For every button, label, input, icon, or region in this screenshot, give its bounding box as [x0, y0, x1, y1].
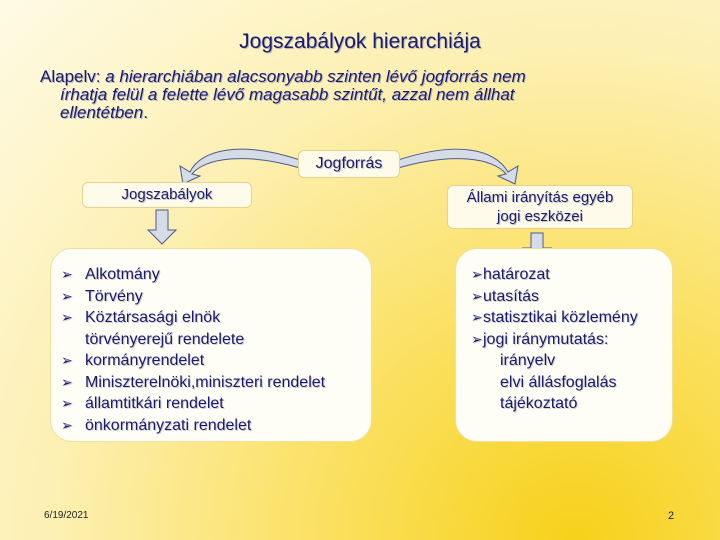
- principle-lead: Alapelv:: [40, 67, 101, 86]
- list-item: [473, 264, 672, 286]
- node-allami-line1: Állami irányítás egyéb: [466, 189, 614, 206]
- list-item: [61, 372, 371, 394]
- node-allami-iranyitas: [447, 185, 633, 229]
- list-item-text: törvényerejű rendelete: [85, 330, 245, 348]
- principle-line3-text: ellentétben: [60, 103, 144, 122]
- down-arrow-left: [148, 210, 176, 244]
- list-item-text: Alkotmány: [85, 266, 160, 283]
- list-item-text: önkormányzati rendelet: [85, 416, 252, 434]
- arrow-bullet-icon: ➢: [61, 416, 73, 433]
- principle-line3-end: .: [143, 103, 148, 122]
- list-item-text: utasítás: [483, 287, 540, 305]
- arrow-bullet-icon: ➢: [61, 395, 73, 411]
- list-item-text: statisztikai közlemény: [483, 309, 638, 326]
- list-item-text: Törvény: [85, 287, 143, 305]
- arrow-bullet-icon: ➢: [471, 309, 483, 325]
- list-subitem: [473, 350, 672, 372]
- left-list: [51, 249, 371, 436]
- list-subitem: [473, 393, 672, 415]
- list-item-text: irányelv: [500, 352, 556, 369]
- page-number: 2: [668, 510, 675, 522]
- arrow-bullet-icon: ➢: [61, 373, 73, 390]
- root-node-jogforras: Jogforrás: [298, 150, 400, 178]
- arrow-bullet-icon: ➢: [471, 266, 483, 282]
- list-item-text: tájékoztató: [500, 395, 578, 412]
- list-item-text: kormányrendelet: [85, 352, 205, 369]
- list-item: [61, 286, 371, 308]
- list-item: [61, 264, 371, 286]
- list-subitem: [473, 372, 672, 394]
- principle-line2: írhatja felül a felette lévő magasabb szintűt, azzal nem állhat: [60, 85, 515, 104]
- arrow-bullet-icon: ➢: [61, 266, 73, 282]
- list-item: [473, 307, 672, 329]
- list-item: [61, 350, 371, 372]
- list-item: [473, 286, 672, 308]
- right-list: [456, 249, 672, 415]
- list-item: [61, 415, 371, 437]
- list-item-continuation: [61, 329, 371, 351]
- list-item-text: államtitkári rendelet: [85, 395, 224, 412]
- list-item-text: Miniszterelnöki,miniszteri rendelet: [85, 373, 326, 391]
- arrow-bullet-icon: ➢: [471, 330, 483, 347]
- slide-title: Jogszabályok hierarchiája: [239, 30, 481, 53]
- list-item-text: Köztársasági elnök: [85, 309, 221, 326]
- node-allami-line2: jogi eszközei: [497, 208, 583, 225]
- list-item-text: jogi iránymutatás:: [483, 330, 609, 348]
- node-jogszabalyok: Jogszabályok: [82, 182, 252, 208]
- arrow-bullet-icon: ➢: [471, 287, 483, 304]
- list-item: [61, 393, 371, 415]
- arrow-bullet-icon: ➢: [61, 352, 73, 368]
- left-list-box: [50, 248, 372, 442]
- curved-arrow-left: [180, 149, 300, 184]
- arrow-bullet-icon: ➢: [61, 287, 73, 304]
- list-item-text: határozat: [483, 266, 550, 283]
- principle-line1: a hierarchiában alacsonyabb szinten lévő jogforrás nem: [100, 67, 526, 86]
- list-item: [61, 307, 371, 329]
- footer-date: 6/19/2021: [44, 510, 89, 521]
- list-item-text: elvi állásfoglalás: [500, 373, 617, 391]
- arrow-bullet-icon: ➢: [61, 309, 73, 325]
- curved-arrow-right: [398, 149, 518, 184]
- list-item: [473, 329, 672, 351]
- right-list-box: [455, 248, 673, 442]
